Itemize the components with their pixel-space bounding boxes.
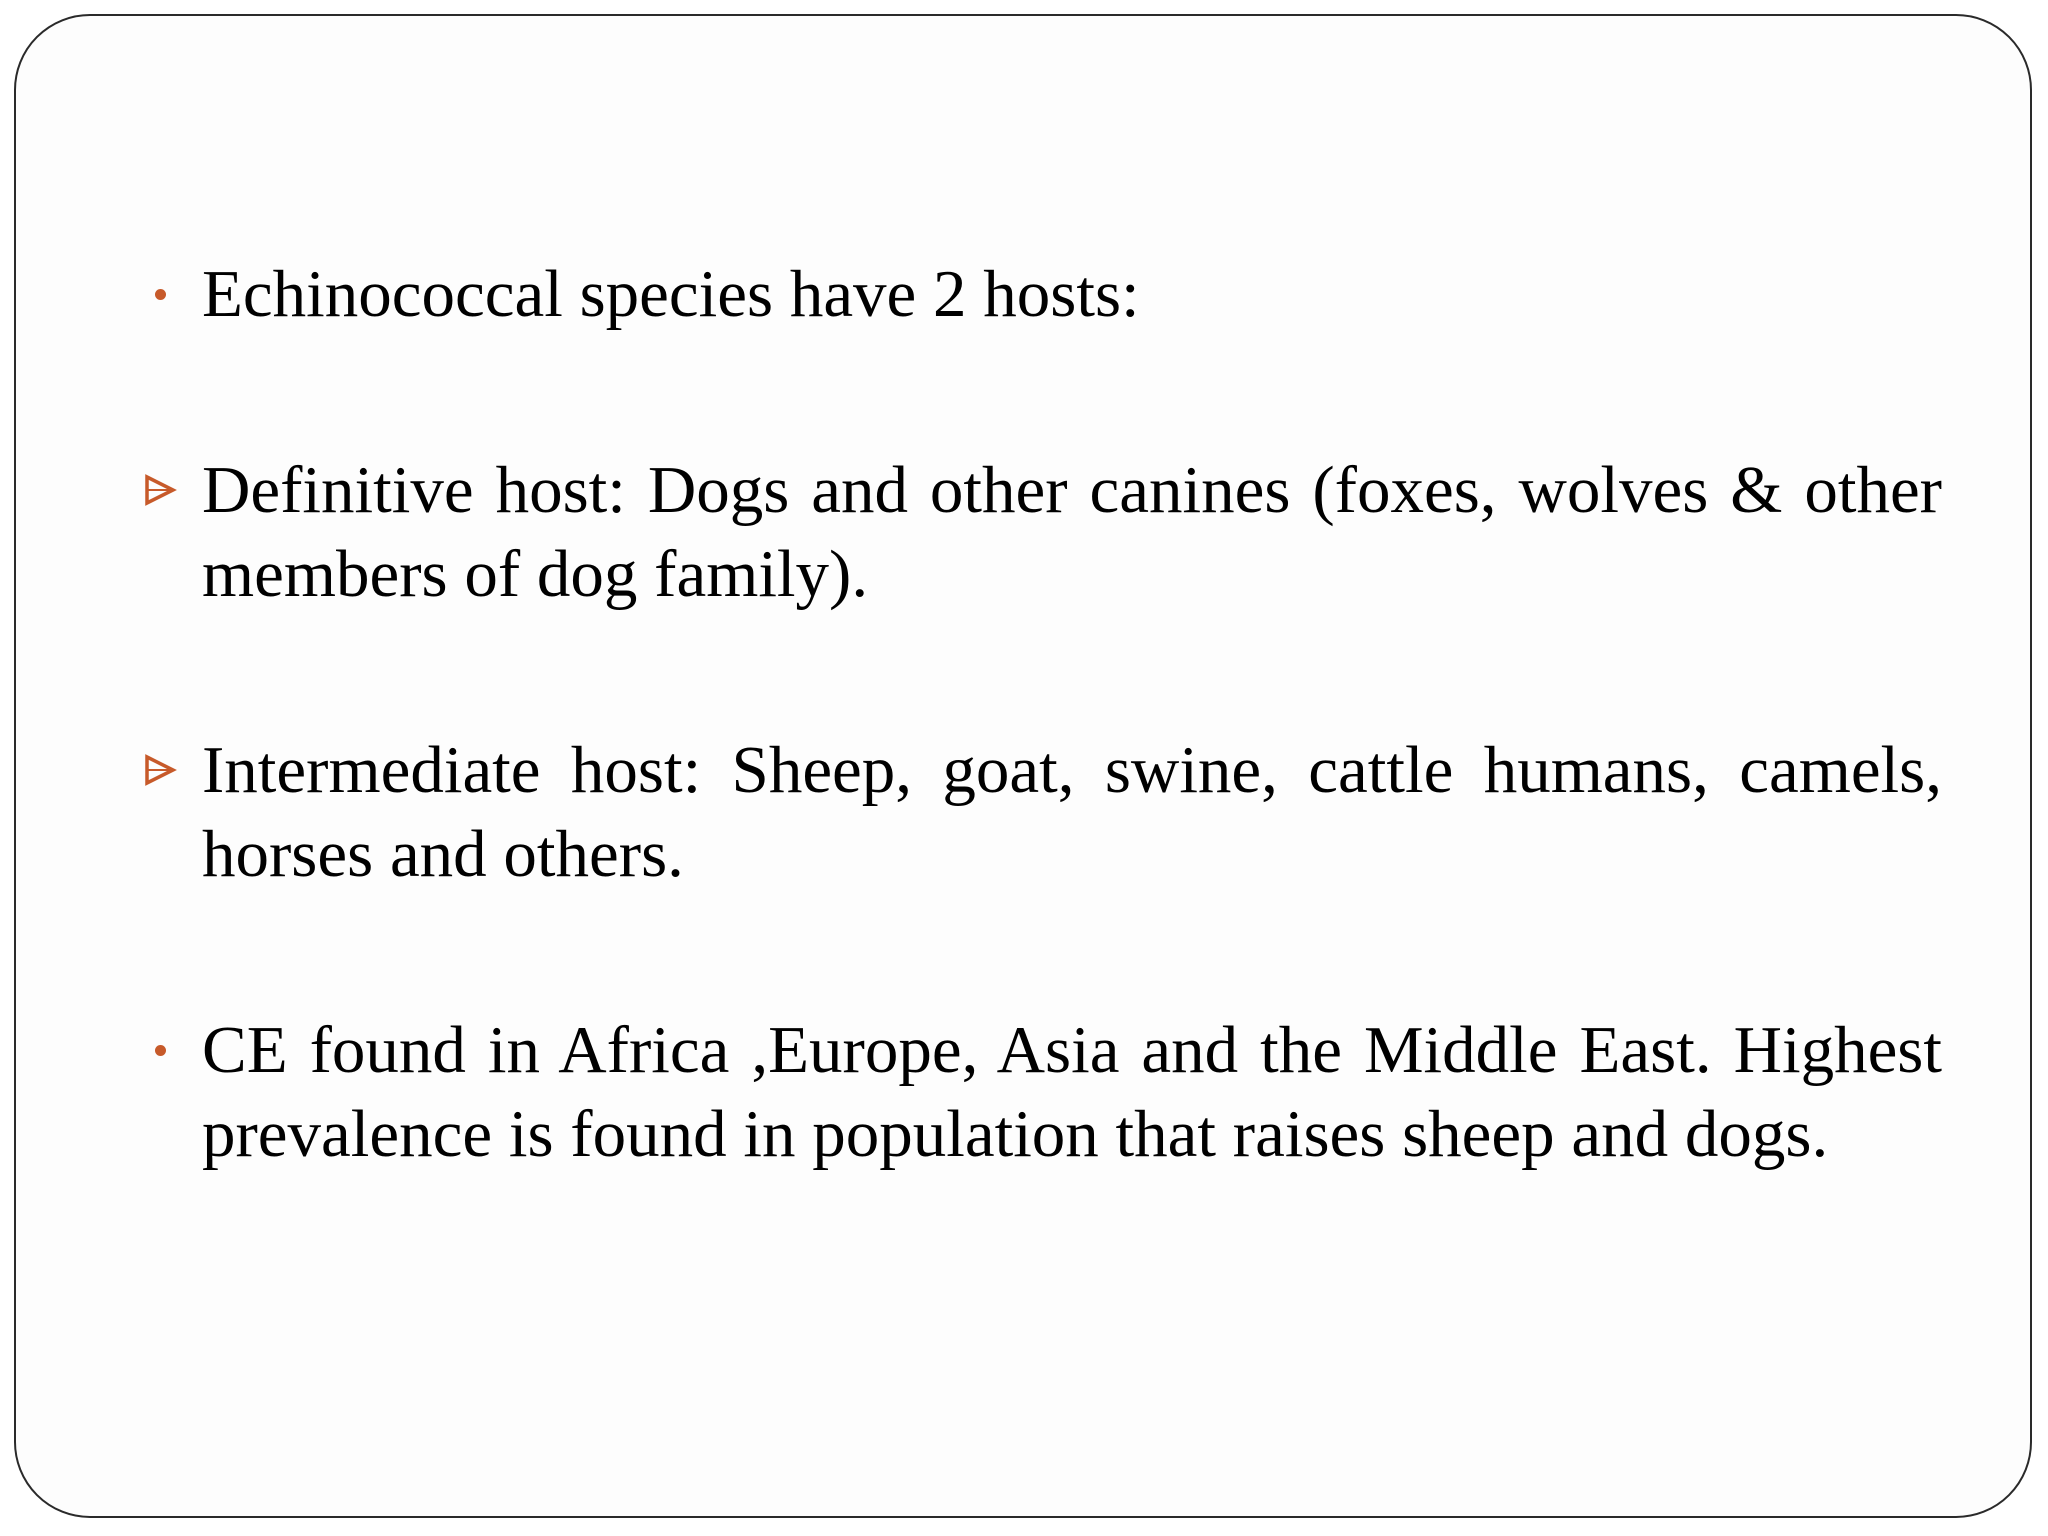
bullet-text: Definitive host: Dogs and other canines (foxes, wolves & other members of dog family).: [202, 453, 1942, 611]
bullet-item-intermediate-host: [186, 728, 1942, 896]
arrow-bullet-icon: [140, 728, 180, 812]
bullet-text: CE found in Africa ,Europe, Asia and the Middle East. Highest prevalence is found in population that raises sheep and dogs.: [202, 1013, 1942, 1171]
arrow-bullet-icon: [140, 448, 180, 532]
bullet-item-definitive-host: [186, 448, 1942, 616]
slide-frame: [14, 14, 2032, 1518]
bullet-text: Intermediate host: Sheep, goat, swine, cattle humans, camels, horses and others.: [202, 733, 1942, 891]
bullet-item-hosts: [186, 252, 1942, 336]
bullet-item-distribution: [186, 1008, 1942, 1176]
bullet-dot-icon: [140, 1008, 180, 1092]
bullet-text: Echinococcal species have 2 hosts:: [202, 257, 1140, 331]
bullet-dot-icon: [140, 252, 180, 336]
slide-content: [16, 16, 2030, 1516]
